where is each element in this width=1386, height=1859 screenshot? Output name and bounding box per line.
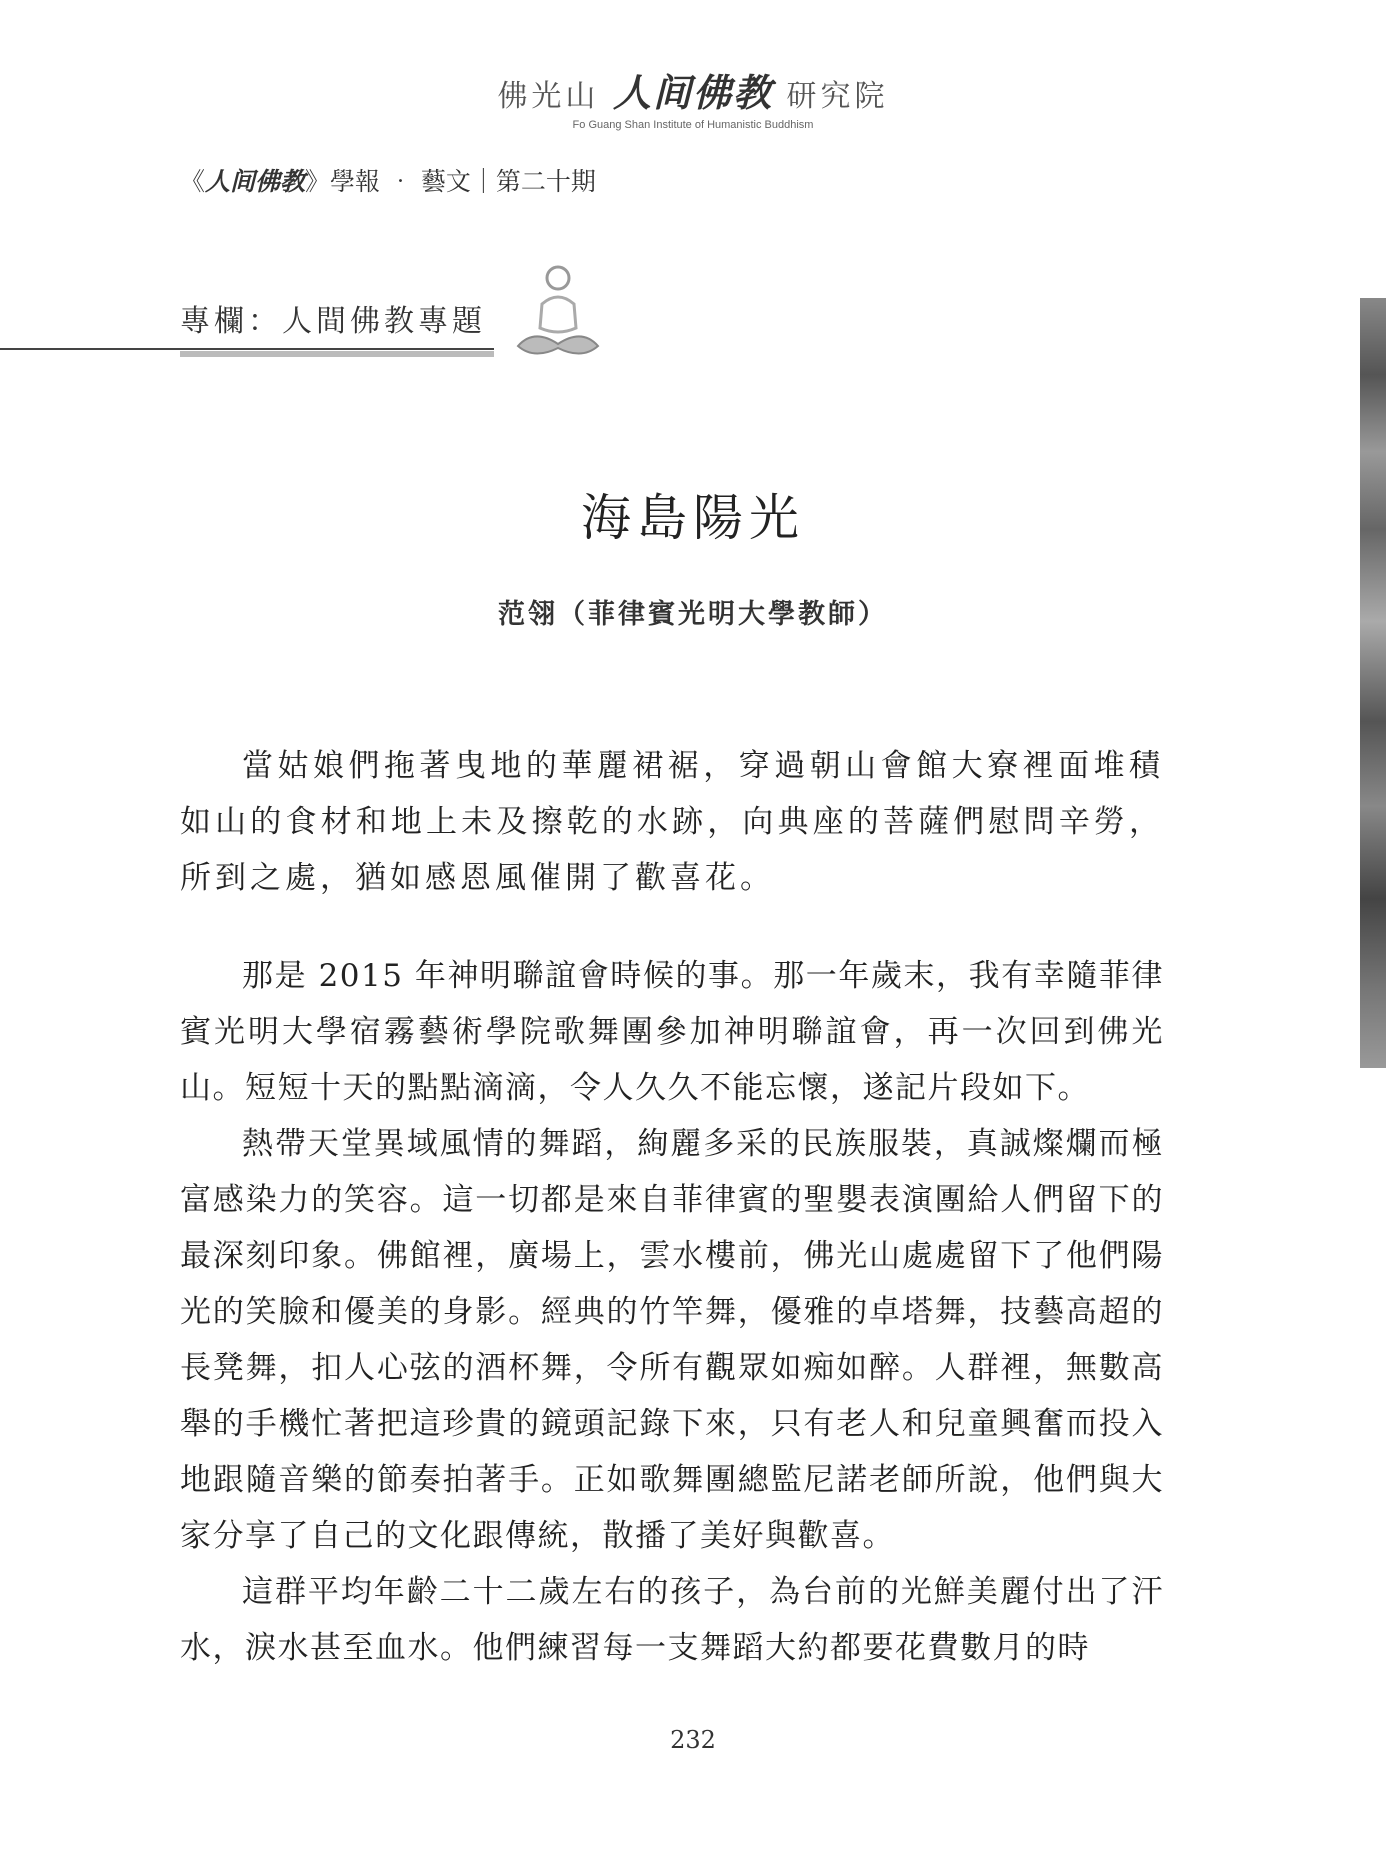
institute-name: [0, 62, 1386, 117]
side-photo-strip: [1360, 298, 1386, 1068]
body-paragraph: 這群平均年齡二十二歲左右的孩子，為台前的光鮮美麗付出了汗水，淚水甚至血水。他們練習每一支舞蹈大約都要花費數月的時: [180, 1574, 1164, 1666]
article-author: 范翎（菲律賓光明大學教師）: [498, 599, 888, 630]
journal-title-line: [180, 162, 596, 198]
institute-english-name: Fo Guang Shan Institute of Humanistic Buddhism: [572, 119, 814, 131]
journal-open-bracket: 《: [180, 167, 206, 196]
institute-prefix: 佛光山: [497, 79, 600, 114]
institute-brand: 人间佛教: [612, 70, 773, 115]
heading-rule: [0, 348, 494, 350]
page-number: 232: [670, 1726, 716, 1754]
journal-brand: 人间佛教: [205, 167, 306, 196]
article-title: 海島陽光: [581, 489, 805, 547]
intro-paragraph: 當姑娘們拖著曳地的華麗裙裾，穿過朝山會館大寮裡面堆積如山的食材和地上未及擦乾的水跡，向典座的菩薩們慰問辛勞，所到之處，猶如感恩風催開了歡喜花。: [180, 748, 1164, 896]
body-paragraph: 熱帶天堂異域風情的舞蹈，絢麗多采的民族服裝，真誠燦爛而極富感染力的笑容。這一切都是來自菲律賓的聖嬰表演團給人們留下的最深刻印象。佛館裡，廣場上，雲水樓前，佛光山處處留下了他們陽光的笑臉和優美的身影。經典的竹竿舞，優雅的卓塔舞，技藝高超的長凳舞，扣人心弦的酒杯舞，令所有觀眾如痴如醉。人群裡，無數高舉的手機忙著把這珍貴的鏡頭記錄下來，只有老人和兒童興奮而投入地跟隨音樂的節奏拍著手。正如歌舞團總監尼諾老師所說，他們與大家分享了自己的文化跟傳統，散播了美好與歡喜。: [180, 1126, 1164, 1554]
heading-rule-shadow: [180, 351, 494, 357]
body-paragraph: 那是 2015 年神明聯誼會時候的事。那一年歲末，我有幸隨菲律賓光明大學宿霧藝術學院歌舞團參加神明聯誼會，再一次回到佛光山。短短十天的點點滴滴，令人久久不能忘懷，遂記片段如下。: [180, 958, 1164, 1106]
meditation-figure-icon: [512, 262, 604, 362]
institute-suffix: 研究院: [786, 79, 889, 114]
article-body: [180, 738, 1164, 1676]
journal-issue: 》學報 ‧ 藝文｜第二十期: [305, 167, 596, 196]
institute-header: [0, 62, 1386, 131]
column-heading: 專欄：人間佛教專題: [180, 304, 486, 339]
